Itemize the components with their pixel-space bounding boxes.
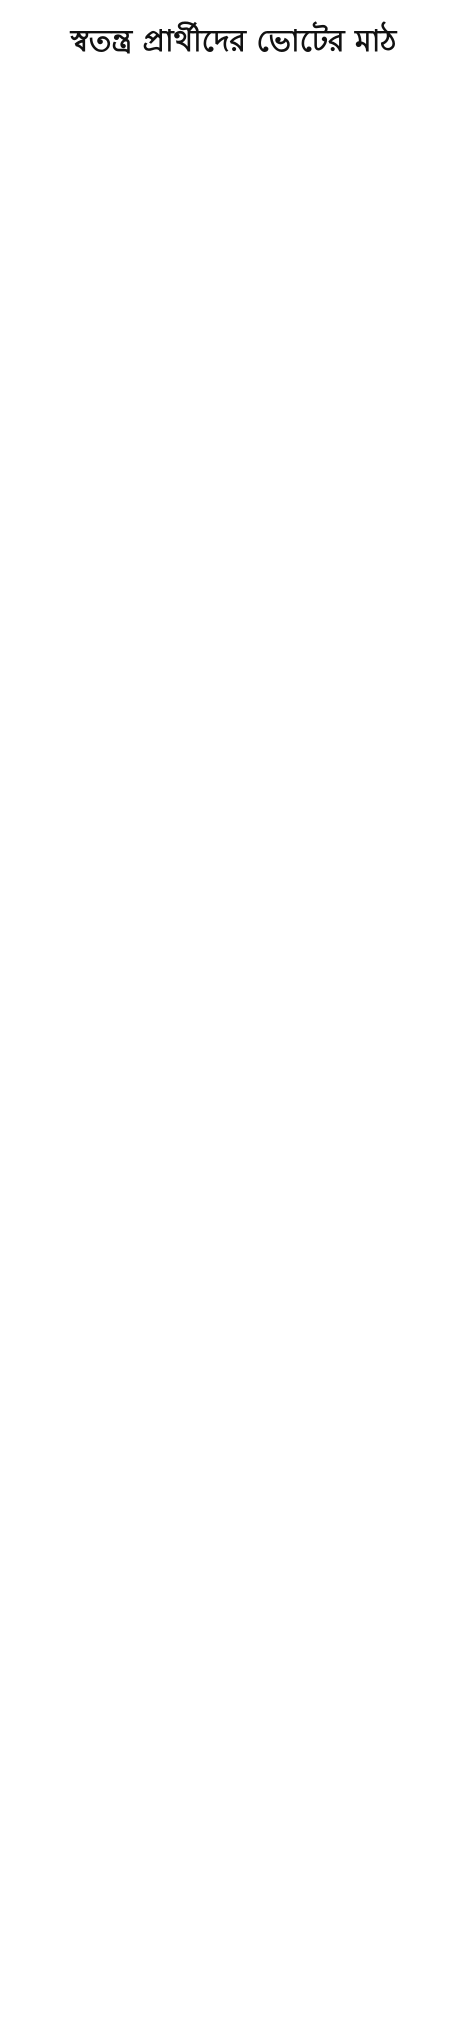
- article-body: [8, 56, 459, 2036]
- article-headline: স্বতন্ত্র প্রার্থীদের ভোটের মাঠ: [70, 24, 397, 60]
